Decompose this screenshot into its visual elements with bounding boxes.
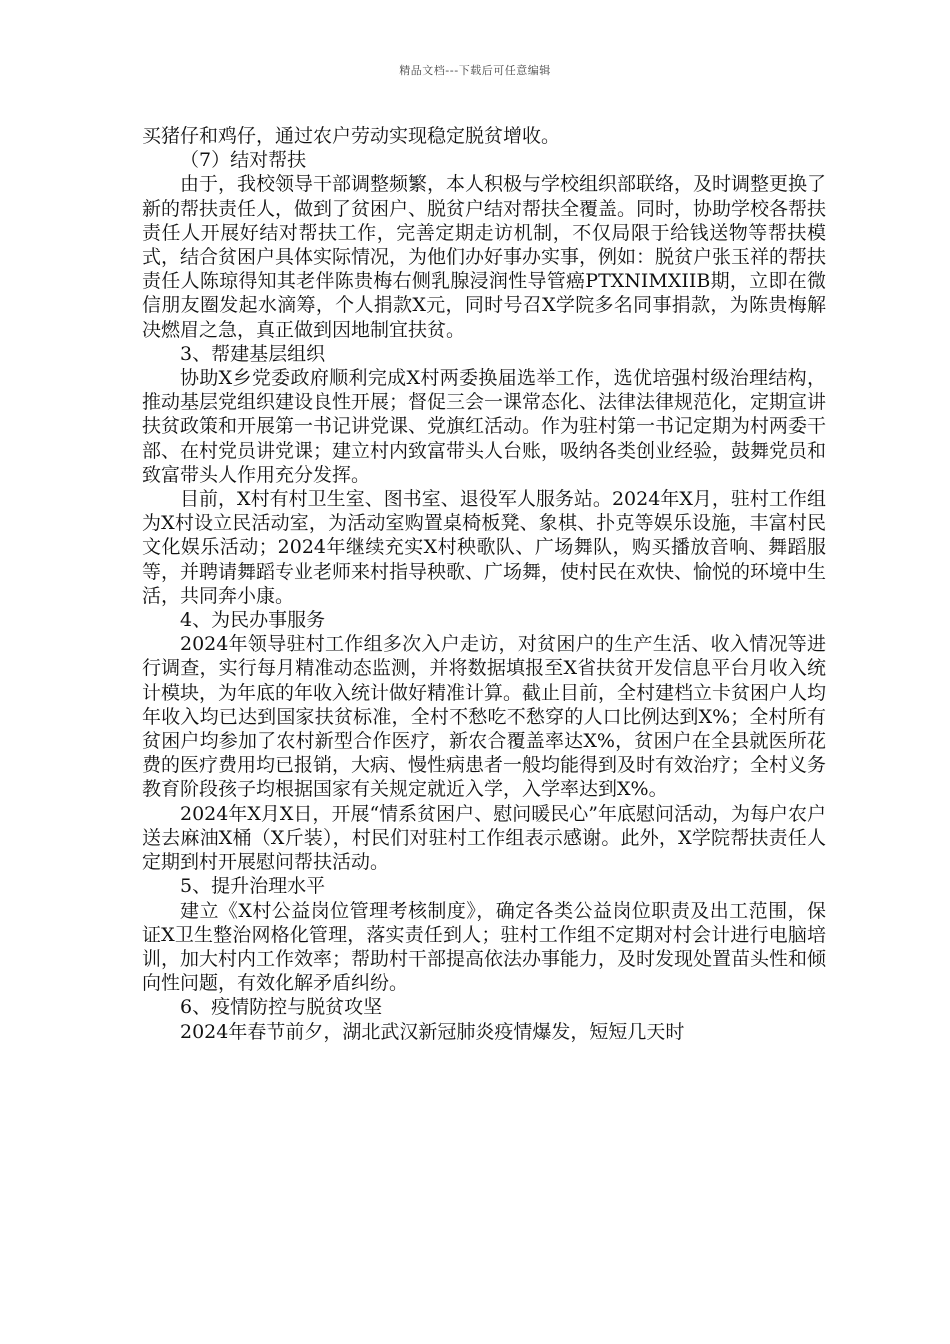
section-heading-pairing-assistance: （7）结对帮扶 [180,149,307,172]
paragraph-continuation: 买猪仔和鸡仔，通过农户劳动实现稳定脱贫增收。 [142,125,561,147]
paragraph: 建立《X村公益岗位管理考核制度》，确定各类公益岗位职责及出工范围，保证X卫生整治网格化管理，落实责任到人；驻村工作组不定期对村会计进行电脑培训，加大村内工作效率；帮助村干部提高依法办事能力，及时发现处置苗头性和倾向性问题，有效化解矛盾纠纷。 [142,899,827,995]
paragraph: 2024年春节前夕，湖北武汉新冠肺炎疫情爆发，短短几天时 [180,1020,685,1043]
document-body [142,124,826,1044]
section-heading-governance: 5、提升治理水平 [180,875,326,898]
section-heading-epidemic-prevention: 6、疫情防控与脱贫攻坚 [180,996,383,1019]
paragraph: 协助X乡党委政府顺利完成X村两委换届选举工作，选优培强村级治理结构，推动基层党组织建设良性开展；督促三会一课常态化、法律法律规范化，定期宣讲扶贫政策和开展第一书记讲党课、党旗红活动。作为驻村第一书记定期为村两委干部、在村党员讲党课；建立村内致富带头人台账，吸纳各类创业经验，鼓舞党员和致富带头人作用充分发挥。 [142,367,827,486]
paragraph: 由于，我校领导干部调整频繁，本人积极与学校组织部联络，及时调整更换了新的帮扶责任人，做到了贫困户、脱贫户结对帮扶全覆盖。同时，协助学校各帮扶责任人开展好结对帮扶工作，完善定期走访机制，不仅局限于给钱送物等帮扶模式，结合贫困户具体实际情况，为他们办好事办实事，例如：脱贫户张玉祥的帮扶责任人陈琼得知其老伴陈贵梅右侧乳腺浸润性导管癌PTXNIMXIIB期，立即在微信朋友圈发起水滴筹，个人捐款X元，同时号召X学院多名同事捐款，为陈贵梅解决燃眉之急，真正做到因地制宜扶贫。 [142,173,827,341]
paragraph: 2024年X月X日，开展“情系贫困户、慰问暖民心”年底慰问活动，为每户农户送去麻油X桶（X斤装），村民们对驻村工作组表示感谢。此外，X学院帮扶责任人定期到村开展慰问帮扶活动。 [142,802,826,874]
section-heading-grassroots-organization: 3、帮建基层组织 [180,342,326,365]
page-header: 精品文档---下载后可任意编辑 [399,64,551,77]
section-heading-public-service: 4、为民办事服务 [180,609,326,632]
paragraph: 2024年领导驻村工作组多次入户走访，对贫困户的生产生活、收入情况等进行调查，实行每月精准动态监测，并将数据填报至X省扶贫开发信息平台月收入统计模块，为年底的年收入统计做好精准计算。截止目前，全村建档立卡贫困户人均年收入均已达到国家扶贫标准，全村不愁吃不愁穿的人口比例达到X%；全村所有贫困户均参加了农村新型合作医疗，新农合覆盖率达X%，贫困户在全县就医所花费的医疗费用均已报销，大病、慢性病患者一般均能得到及时有效治疗；全村义务教育阶段孩子均根据国家有关规定就近入学，入学率达到X%。 [142,633,827,801]
paragraph: 目前，X村有村卫生室、图书室、退役军人服务站。2024年X月，驻村工作组为X村设立民活动室，为活动室购置桌椅板凳、象棋、扑克等娱乐设施，丰富村民文化娱乐活动；2024年继续充实X村秧歌队、广场舞队，购买播放音响、舞蹈服等，并聘请舞蹈专业老师来村指导秧歌、广场舞，使村民在欢快、愉悦的环境中生活，共同奔小康。 [142,488,827,607]
